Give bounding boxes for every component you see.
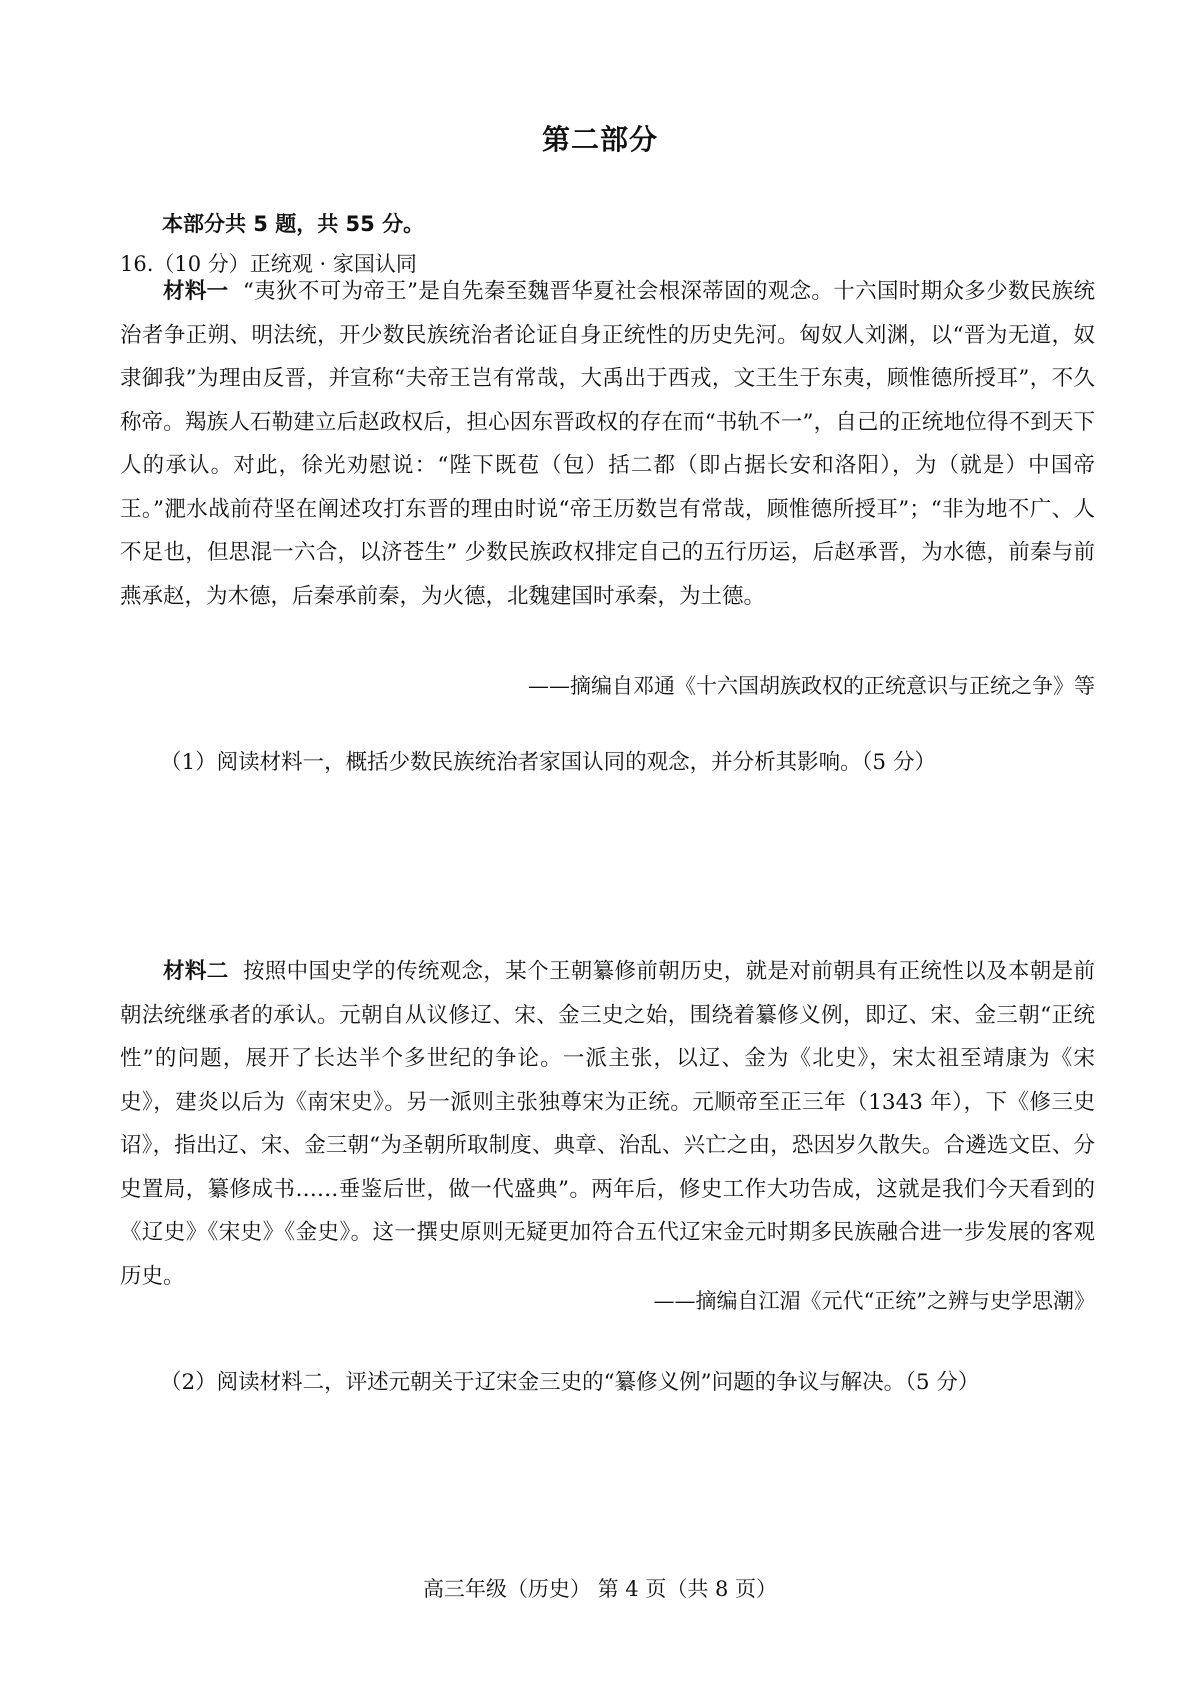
material-two-source: ——摘编自江湄《元代“正统”之辨与史学思潮》 (653, 1289, 1095, 1313)
material-one-source: ——摘编自邓通《十六国胡族政权的正统意识与正统之争》等 (528, 674, 1095, 698)
material-one (120, 270, 1095, 618)
section-intro: 本部分共 5 题，共 55 分。 (162, 212, 425, 236)
question-16-heading: 16.（10 分）正统观 · 家国认同 (120, 252, 417, 276)
material-two-text: 按照中国史学的传统观念，某个王朝纂修前朝历史，就是对前朝具有正统性以及本朝是前朝法统继承者的承认。元朝自从议修辽、宋、金三史之始，围绕着纂修义例，即辽、宋、金三朝“正统性”的问题，展开了长达半个多世纪的争论。一派主张，以辽、金为《北史》，宋太祖至靖康为《宋史》，建炎以后为《南宋史》。另一派则主张独尊宋为正统。元顺帝至正三年（1343 年），下《修三史诏》，指出辽、宋、金三朝“为圣朝所取制度、典章、治乱、兴亡之由，恐因岁久散失。合遴选文臣、分史置局，纂修成书……垂鉴后世，做一代盛典”。两年后，修史工作大功告成，这就是我们今天看到的《辽史》《宋史》《金史》。这一撰史原则无疑更加符合五代辽宋金元时期多民族融合进一步发展的客观历史。 (120, 959, 1095, 1289)
material-two (120, 950, 1095, 1298)
sub-question-1: （1）阅读材料一，概括少数民族统治者家国认同的观念，并分析其影响。（5 分） (160, 750, 936, 775)
sub-question-2: （2）阅读材料二，评述元朝关于辽宋金三史的“纂修义例”问题的争议与解决。（5 分） (160, 1370, 980, 1395)
material-two-label: 材料二 (163, 959, 229, 984)
page-footer: 高三年级（历史） 第 4 页（共 8 页） (422, 1577, 778, 1601)
material-one-label: 材料一 (163, 279, 229, 304)
section-title: 第二部分 (541, 123, 658, 156)
material-one-text: “夷狄不可为帝王”是自先秦至魏晋华夏社会根深蒂固的观念。十六国时期众多少数民族统治者争正朔、明法统，开少数民族统治者论证自身正统性的历史先河。匈奴人刘渊，以“晋为无道，奴隶御我”为理由反晋，并宣称“夫帝王岂有常哉，大禹出于西戎，文王生于东夷，顾惟德所授耳”，不久称帝。羯族人石勒建立后赵政权后，担心因东晋政权的存在而“书轨不一”，自己的正统地位得不到天下人的承认。对此，徐光劝慰说：“陛下既苞（包）括二都（即占据长安和洛阳），为（就是）中国帝王。”淝水战前苻坚在阐述攻打东晋的理由时说“帝王历数岂有常哉，顾惟德所授耳”；“非为地不广、人不足也，但思混一六合，以济苍生” 少数民族政权排定自己的五行历运，后赵承晋，为水德，前秦与前燕承赵，为木德，后秦承前秦，为火德，北魏建国时承秦，为土德。 (120, 279, 1095, 609)
